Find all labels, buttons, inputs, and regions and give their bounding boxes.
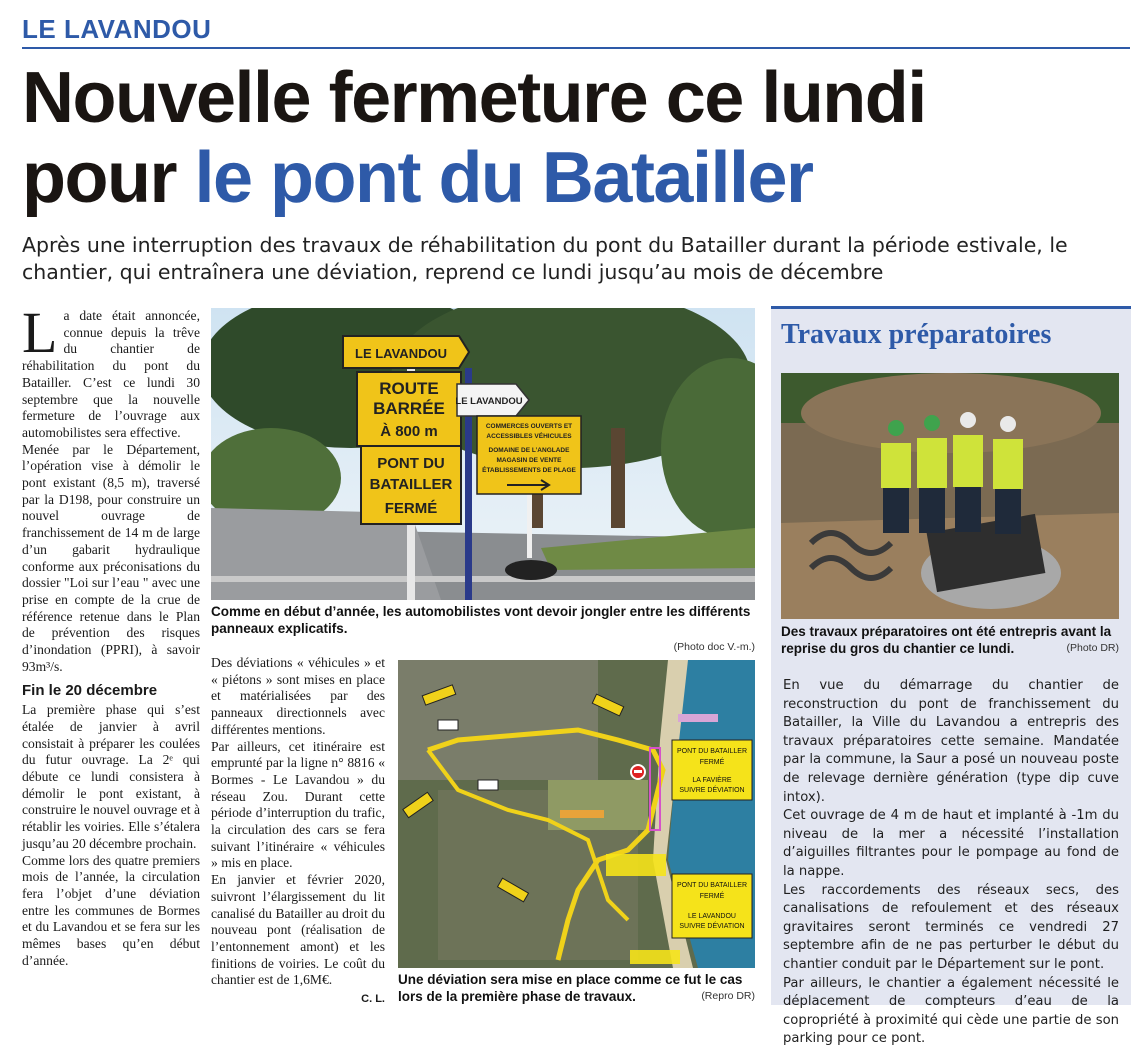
sign-800m: À 800 m (380, 423, 438, 440)
subheading: Fin le 20 décembre (22, 682, 158, 700)
headline-line-2 (22, 138, 813, 218)
sign-small-line-5: ÉTABLISSEMENTS DE PLAGE (482, 467, 576, 474)
sign-small-line-4: MAGASIN DE VENTE (496, 457, 562, 464)
rubric-divider (22, 47, 1130, 49)
sign-route: ROUTE (379, 379, 439, 398)
sidebar-box (771, 306, 1131, 1047)
detour-map (398, 660, 755, 968)
sign-small-line-2: ACCESSIBLES VÉHICULES (486, 433, 572, 440)
col2-paragraph-2: Par ailleurs, cet itinéraire est emprunté par la ligne n° 8816 « Bormes - Le Lavandou » du réseau Zou. Durant cette période d’interruption du trafic, la circulation des cars se fera suivant l’itinéraire « véhicules » mis en place. (211, 738, 385, 871)
map-box2-line-2: FERMÉ (699, 893, 725, 900)
article-column-1 (22, 300, 200, 969)
photo1-caption-text: Comme en début d’année, les automobilistes vont devoir jongler entre les différents panneaux explicatifs. (211, 604, 751, 636)
headline-line-1: Nouvelle fermeture ce lundi (22, 58, 926, 138)
photo1-credit: (Photo doc V.-m.) (673, 641, 755, 653)
sign-small-line-1: COMMERCES OUVERTS ET (485, 423, 573, 430)
sidebar-credit: (Photo DR) (1066, 642, 1119, 654)
col1-paragraph-4: Comme lors des quatre premiers mois de l’année, la circulation fera l’objet d’une déviation entre les communes de Bormes et du Lavandou et se fera sur les mêmes bases qu’en début d’année. (22, 852, 200, 968)
sign-ferme: FERMÉ (384, 500, 438, 517)
photo1-caption (211, 603, 755, 656)
sidebar-text (783, 677, 1119, 1049)
map-caption (398, 971, 755, 1005)
map-box2-line-1: PONT DU BATAILLER (676, 882, 748, 889)
map-caption-text: Une déviation sera mise en place comme ce fut le cas lors de la première phase de travaux. (398, 972, 743, 1004)
sidebar-paragraph-3: Les raccordements des réseaux secs, des canalisations de refoulement et des réseaux gravitaires seront terminés ce vendredi 27 septembre afin de ne pas perturber le début du chantier conduit par le Département sur le pont. (783, 882, 1119, 972)
col2-paragraph-3: En janvier et février 2020, suivront l’élargissement du lit canalisé du Batailler au droit du nouveau pont (réalisation de l’entonnement amont) et les finitions de voiries. Le coût du chantier est de 1,6M€. (211, 872, 385, 988)
workers-illustration (781, 373, 1119, 619)
sign-le-lavandou: LE LAVANDOU (355, 346, 447, 361)
sign-white-lavandou: LE LAVANDOU (455, 396, 523, 407)
sidebar-paragraph-1: En vue du démarrage du chantier de reconstruction du pont de franchissement du Batailler, la Ville du Lavandou a entrepris des travaux préparatoires cette semaine. Mandatée par la commune, la Saur a posé un nouveau poste de relevage dernière génération (type dip cuve intox). (783, 678, 1119, 805)
map-box1-line-2: FERMÉ (699, 759, 725, 766)
map-box1-line-1: PONT DU BATAILLER (676, 748, 748, 755)
sign-pont-du: PONT DU (377, 455, 445, 472)
map-box1-line-4: SUIVRE DÉVIATION (679, 787, 745, 794)
drop-cap: L (22, 300, 58, 365)
sidebar-paragraph-2: Cet ouvrage de 4 m de haut et implanté à -1m du niveau de la mer a nécessité l’installation d’aiguilles filtrantes pour le pompage au fond de la nappe. (783, 808, 1119, 879)
road-signs-illustration (211, 308, 755, 600)
col2-paragraph-1: Des déviations « véhicules » et « piétons » sont mises en place et matérialisées par des panneaux directionnels avec différentes mentions. (211, 655, 385, 737)
col1-paragraph-2: Menée par le Département, l’opération vise à démolir le pont existant (8,5 m), traversé par la D198, pour construire un nouvel ouvrage de franchissement de 14 m de large d’un gabarit hydraulique conforme aux préconisations du dossier "Loi sur l’eau " avec une prise en compte de la crue de référence retenue dans le Plan de prévention des risques d’inondation (PPRI), à savoir 93m³/s. (22, 441, 200, 674)
section-rubric: LE LAVANDOU (22, 14, 212, 44)
sign-small-line-3: DOMAINE DE L’ANGLADE (488, 447, 570, 454)
article-column-2 (211, 655, 385, 1008)
headline-dark-part: pour (22, 138, 195, 218)
author-signature: C. L. (361, 993, 385, 1006)
sidebar-caption (781, 623, 1119, 657)
workers-photo (781, 373, 1119, 619)
map-credit: (Repro DR) (701, 990, 755, 1002)
article-deck: Après une interruption des travaux de réhabilitation du pont du Batailler durant la période estivale, le chantier, qui entraînera une déviation, reprend ce lundi jusqu’au mois de décembre (22, 233, 1068, 284)
aerial-map-illustration (398, 660, 755, 968)
map-box2-line-3: LE LAVANDOU (688, 913, 736, 920)
sign-barree: BARRÉE (373, 399, 445, 418)
road-signs-photo (211, 308, 755, 600)
col1-paragraph-3: La première phase qui s’est étalée de janvier à avril consistait à préparer les coulées du futur ouvrage. La 2ᵉ qui débute ce lundi consistera à démolir le pont existant, à construire le nouvel ouvrage et à rétablir les voiries. Elle s’étalera jusqu’au 20 décembre prochain. (22, 702, 200, 851)
sign-batailler: BATAILLER (369, 476, 453, 493)
sidebar-paragraph-4: Par ailleurs, le chantier a également nécessité le déplacement de compteurs d’eau de la copropriété à proximité qui cède une partie de son parking pour ce pont. (783, 975, 1119, 1047)
map-box1-line-3: LA FAVIÈRE (692, 777, 732, 784)
headline-blue-part: le pont du Batailler (194, 138, 813, 218)
map-box2-line-4: SUIVRE DÉVIATION (679, 923, 745, 930)
sidebar-title: Travaux préparatoires (781, 319, 1052, 350)
col1-paragraph-1: a date était annoncée, connue depuis la trêve du chantier de réhabilitation du pont du Batailler. C’est ce lundi 30 septembre que la nouvelle fermeture de l’ouvrage aux automobilistes sera effective. (22, 308, 200, 440)
sidebar-caption-text: Des travaux préparatoires ont été entrepris avant la reprise du gros du chantier ce lundi. (781, 624, 1112, 656)
